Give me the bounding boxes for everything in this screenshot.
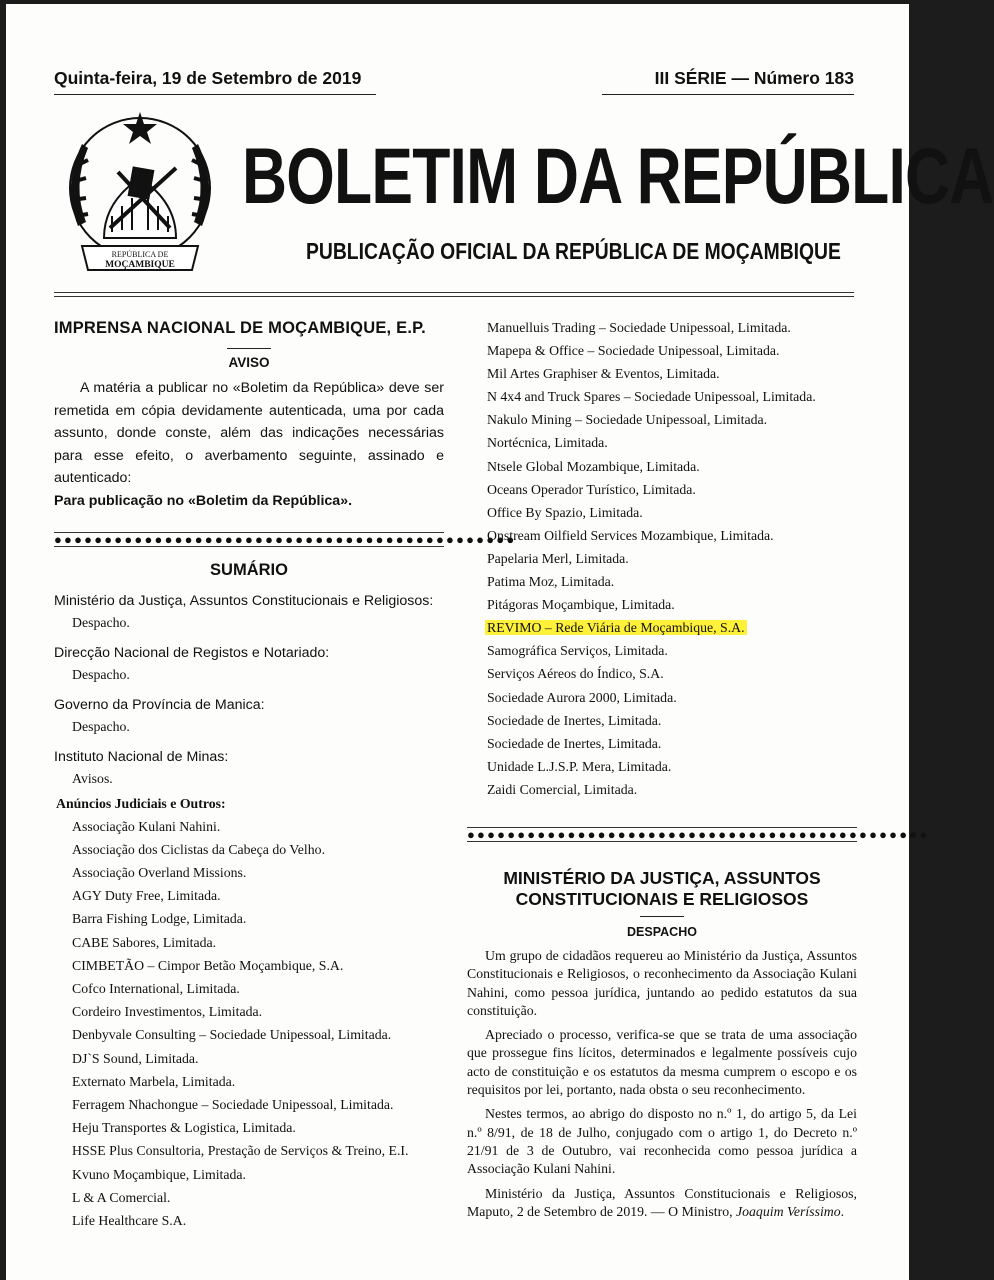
gazette-page: [6, 4, 994, 1280]
sumario-sections: [54, 590, 444, 790]
closing-text: Ministério da Justiça, Assuntos Constitucionais e Religiosos, Maputo, 2 de Setembro de 2019. — O Ministro,: [467, 1185, 857, 1219]
anuncio-entry: Nakulo Mining – Sociedade Unipessoal, Limitada.: [487, 412, 768, 428]
anuncio-entry: Sociedade Aurora 2000, Limitada.: [487, 689, 677, 705]
anuncio-entry: Externato Marbela, Limitada.: [72, 1073, 236, 1089]
anuncio-entry: Ferragem Nhachongue – Sociedade Unipessoal, Limitada.: [72, 1096, 394, 1112]
anuncio-entry: CABE Sabores, Limitada.: [72, 934, 217, 950]
despacho-paragraph: Um grupo de cidadãos requereu ao Ministério da Justiça, Assuntos Constitucionais e Religiosos, o reconhecimento da Associação Kulani Nahini, como pessoa jurídica, juntando ao pedido estatutos da sua constituição.: [467, 947, 857, 1018]
section-item: Despacho.: [72, 666, 130, 682]
dotted-separator: ●●●●●●●●●●●●●●●●●●●●●●●●●●●●●●●●●●●●●●●●●●●●●●: [54, 531, 517, 547]
anuncio-entry: N 4x4 and Truck Spares – Sociedade Unipessoal, Limitada.: [487, 389, 816, 405]
anuncio-entry: Life Healthcare S.A.: [72, 1212, 187, 1228]
anuncio-entry: Kvuno Moçambique, Limitada.: [72, 1166, 246, 1182]
anuncio-entry: Oceans Operador Turístico, Limitada.: [487, 481, 696, 497]
anuncio-entry: Associação dos Ciclistas da Cabeça do Velho.: [72, 841, 326, 857]
despacho-closing: [467, 1185, 857, 1222]
anuncio-entry: Associação Kulani Nahini.: [72, 818, 221, 834]
anuncio-entry: Pitágoras Moçambique, Limitada.: [487, 597, 675, 613]
despacho-paragraph: Nestes termos, ao abrigo do disposto no n.º 1, do artigo 5, da Lei n.º 8/91, de 18 de Julho, conjugado com o artigo 1, do Decreto n.º 21/91 de 3 de Outubro, vai reconhecida como pessoa jurídica a Associação Kulani Nahini.: [467, 1106, 857, 1177]
aviso-text: [54, 377, 444, 490]
right-column: [467, 316, 930, 1221]
emblem-text-1: REPÚBLICA DE: [111, 250, 169, 259]
left-column: [54, 316, 517, 1232]
anuncio-entry-highlighted: [467, 616, 857, 639]
header-rule: [54, 296, 854, 297]
anuncio-entry: Mapepa & Office – Sociedade Unipessoal, Limitada.: [487, 343, 780, 359]
issue-date: Quinta-feira, 19 de Setembro de 2019: [54, 68, 376, 95]
despacho-title: DESPACHO: [627, 924, 697, 939]
section-item: Despacho.: [72, 614, 130, 630]
aviso-rule: [227, 348, 271, 349]
anuncio-entry: Sociedade de Inertes, Limitada.: [487, 735, 662, 751]
aviso-body: A matéria a publicar no «Boletim da República» deve ser remetida em cópia devidamente autenticada, uma por cada assunto, donde conste, além das indicações necessárias para esse efeito, o averbamento seguinte, assinado e autenticado:: [54, 380, 444, 486]
ministerio-title-line1: MINISTÉRIO DA JUSTIÇA, ASSUNTOS: [503, 867, 821, 888]
imprensa-heading: IMPRENSA NACIONAL DE MOÇAMBIQUE, E.P.: [54, 319, 426, 337]
national-emblem-icon: [52, 106, 228, 282]
left-entry-list: [54, 815, 444, 1233]
anuncio-entry: Ntsele Global Mozambique, Limitada.: [487, 458, 700, 474]
right-entry-list: [467, 316, 857, 801]
anuncio-entry: Cofco International, Limitada.: [72, 980, 240, 996]
sumario-title: SUMÁRIO: [210, 560, 288, 579]
anuncio-entry: Zaidi Comercial, Limitada.: [487, 781, 638, 797]
ministerio-title: [467, 868, 857, 910]
anuncio-entry: Mil Artes Graphiser & Eventos, Limitada.: [487, 366, 720, 382]
anuncio-entry: Heju Transportes & Logistica, Limitada.: [72, 1120, 296, 1136]
anuncio-entry: Cordeiro Investimentos, Limitada.: [72, 1004, 263, 1020]
section-org: Direcção Nacional de Registos e Notariado:: [54, 644, 330, 661]
despacho-paragraph: Apreciado o processo, verifica-se que se trata de uma associação que prossegue fins lícitos, determinados e legalmente possíveis cujo acto de constituição e os estatutos da mesma cumprem o escopo e os requisitos por lei, portanto, nada obsta o seu reconhecimento.: [467, 1027, 857, 1098]
despacho-body: [467, 947, 857, 1221]
anuncios-heading: Anúncios Judiciais e Outros:: [56, 795, 226, 811]
anuncio-entry: Serviços Aéreos do Índico, S.A.: [487, 666, 664, 682]
anuncio-entry: Manuelluis Trading – Sociedade Unipessoal, Limitada.: [487, 320, 791, 335]
anuncio-entry: Samográfica Serviços, Limitada.: [487, 643, 668, 659]
anuncio-entry: Onstream Oilfield Services Mozambique, Limitada.: [487, 527, 774, 543]
section-org: Ministério da Justiça, Assuntos Constitucionais e Religiosos:: [54, 592, 434, 609]
anuncio-entry: Unidade L.J.S.P. Mera, Limitada.: [487, 758, 672, 774]
anuncio-entry: Papelaria Merl, Limitada.: [487, 550, 629, 566]
anuncio-entry: Patima Moz, Limitada.: [487, 574, 615, 590]
masthead-title: BOLETIM DA REPÚBLICA: [242, 131, 994, 220]
anuncio-entry: Office By Spazio, Limitada.: [487, 504, 643, 520]
minister-name: Joaquim Veríssimo: [736, 1203, 841, 1219]
dotted-separator: ●●●●●●●●●●●●●●●●●●●●●●●●●●●●●●●●●●●●●●●●●●●●●●: [467, 826, 930, 842]
anuncio-entry: Associação Overland Missions.: [72, 864, 247, 880]
despacho-rule: [640, 916, 684, 917]
anuncio-entry: HSSE Plus Consultoria, Prestação de Serviços & Treino, E.I.: [72, 1143, 409, 1159]
section-org: Governo da Província de Manica:: [54, 696, 265, 713]
anuncio-entry: AGY Duty Free, Limitada.: [72, 888, 221, 904]
anuncio-entry: Nortécnica, Limitada.: [487, 435, 608, 451]
section-org: Instituto Nacional de Minas:: [54, 748, 229, 765]
ministerio-title-line2: CONSTITUCIONAIS E RELIGIOSOS: [515, 888, 809, 909]
aviso-bold-line: Para publicação no «Boletim da República».: [54, 492, 353, 509]
anuncio-entry: Sociedade de Inertes, Limitada.: [487, 712, 662, 728]
anuncio-entry: CIMBETÃO – Cimpor Betão Moçambique, S.A.: [72, 957, 344, 973]
header-rule: [54, 292, 854, 293]
masthead-subtitle: PUBLICAÇÃO OFICIAL DA REPÚBLICA DE MOÇAMBIQUE: [306, 238, 841, 264]
anuncio-entry: Denbyvale Consulting – Sociedade Unipessoal, Limitada.: [72, 1027, 392, 1043]
emblem-text-2: MOÇAMBIQUE: [105, 260, 175, 270]
closing-end: .: [840, 1203, 845, 1219]
section-item: Despacho.: [72, 718, 130, 734]
section-item: Avisos.: [72, 770, 113, 786]
anuncio-entry: L & A Comercial.: [72, 1189, 171, 1205]
issue-number: III SÉRIE — Número 183: [602, 68, 854, 95]
highlighted-text: REVIMO – Rede Viária de Moçambique, S.A.: [487, 620, 745, 636]
aviso-title: AVISO: [228, 355, 270, 370]
anuncio-entry: DJ`S Sound, Limitada.: [72, 1050, 199, 1066]
anuncio-entry: Barra Fishing Lodge, Limitada.: [72, 911, 247, 927]
